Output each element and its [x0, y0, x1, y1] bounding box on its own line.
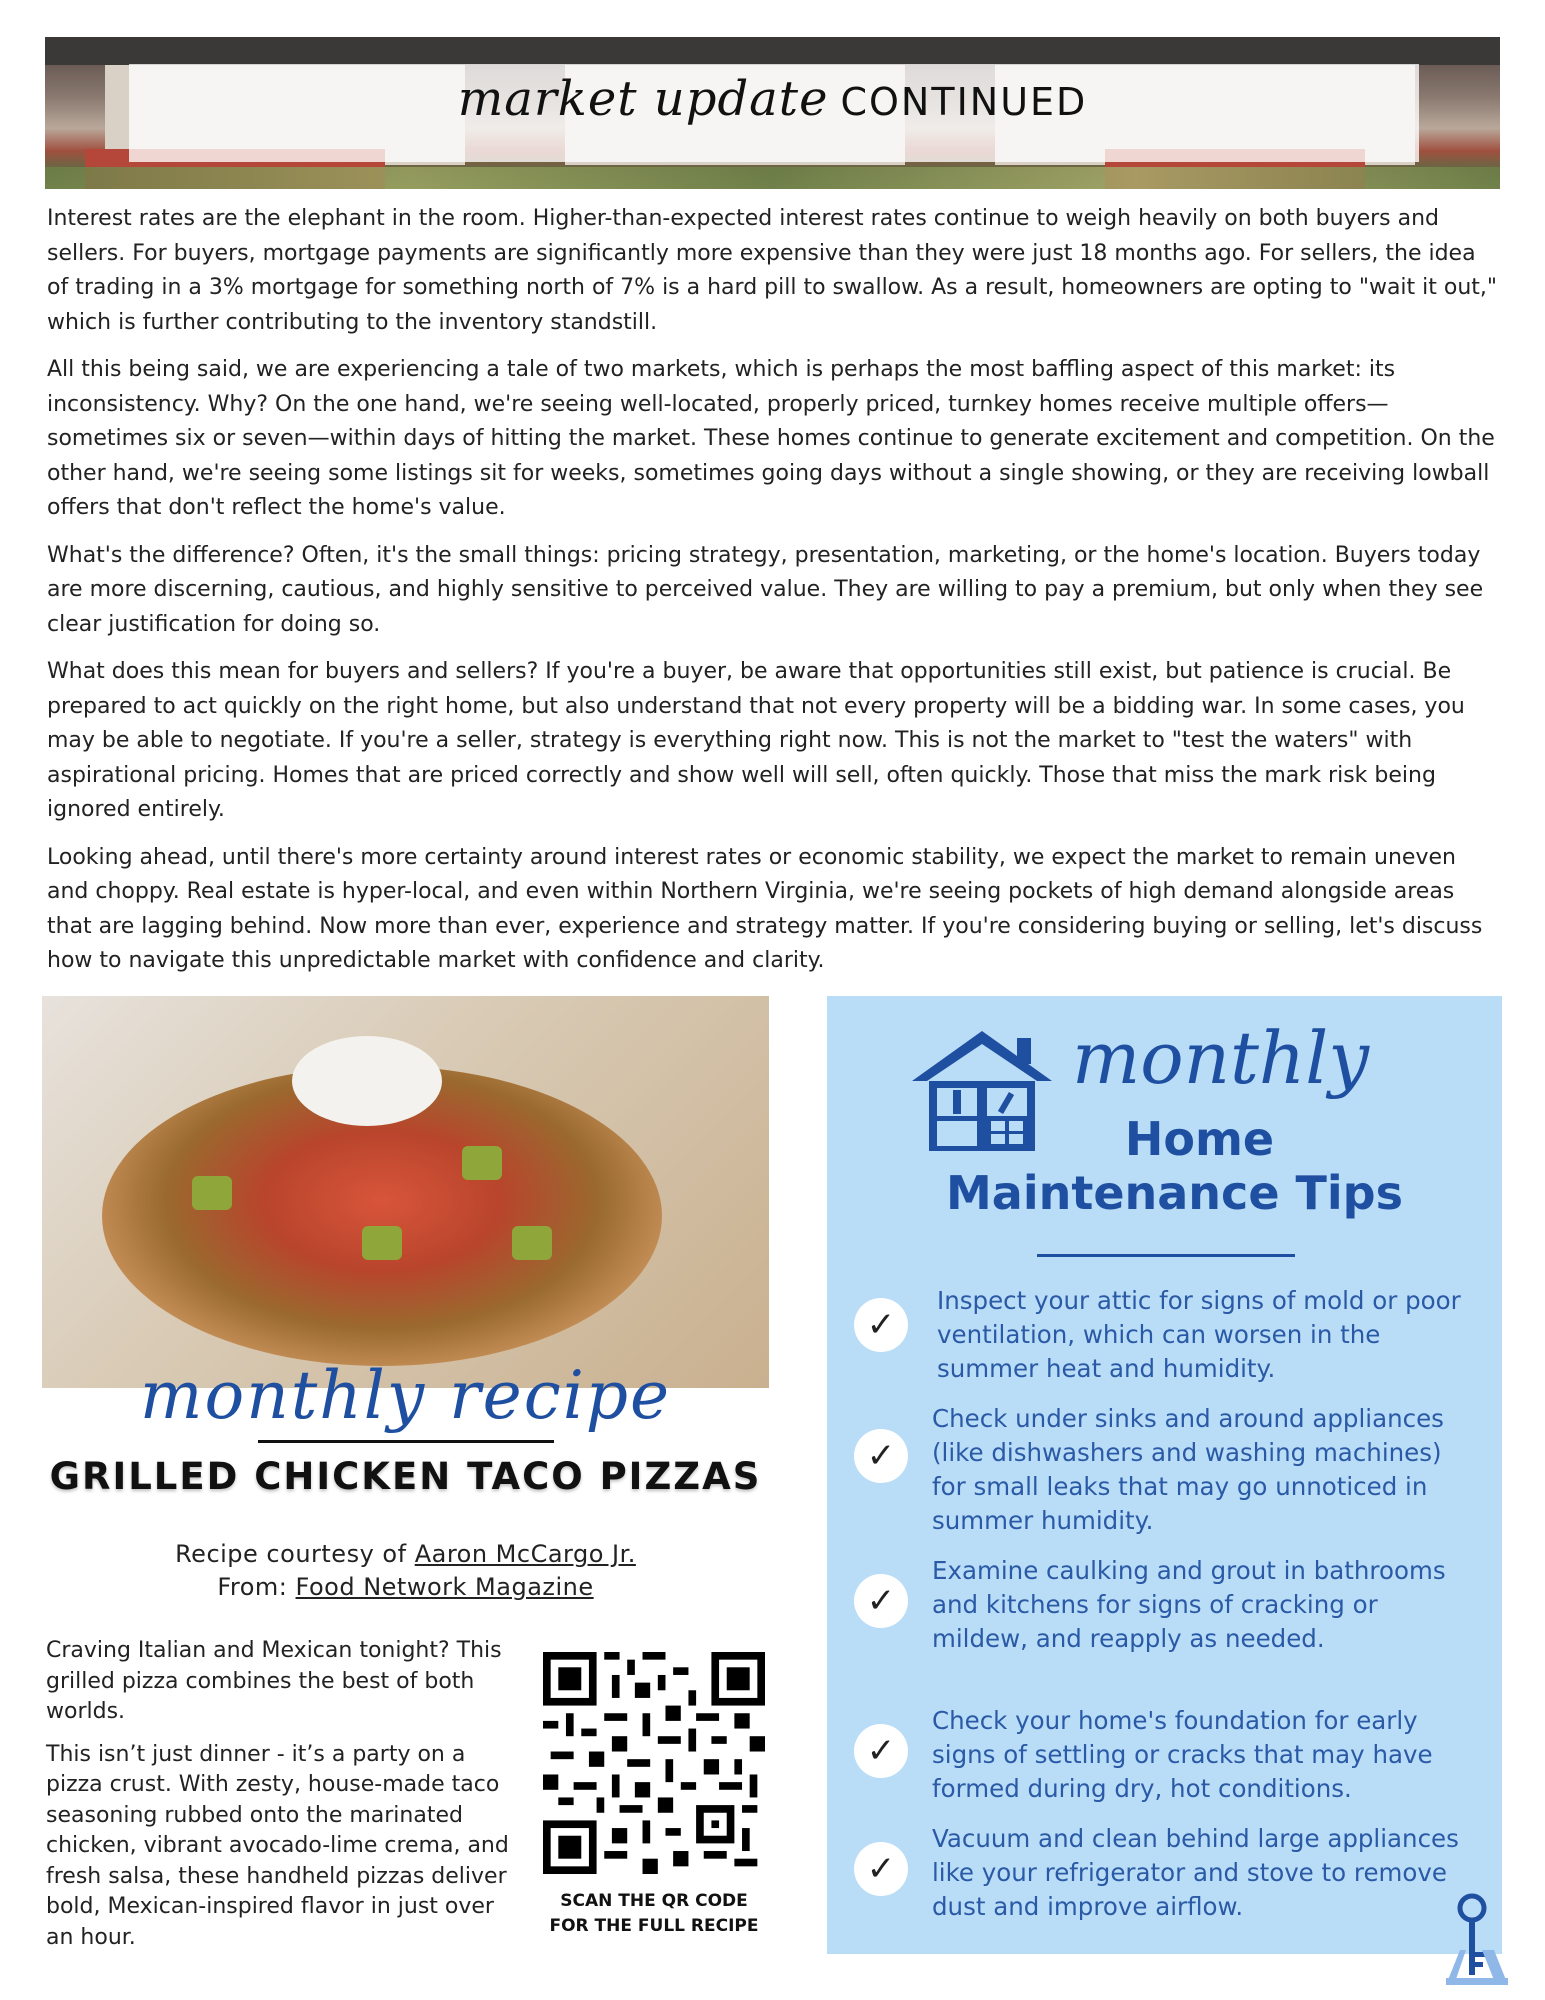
qr-label-line: SCAN THE QR CODE	[560, 1891, 748, 1911]
credit-author-link[interactable]: Aaron McCargo Jr.	[414, 1540, 636, 1568]
credit-prefix: Recipe courtesy of	[175, 1540, 407, 1568]
check-icon: ✓	[854, 1724, 908, 1778]
article-paragraph: What does this mean for buyers and sellers? If you're a buyer, be aware that opportunities still exist, but patience is crucial. Be prepared to act quickly on the right home, but also understand that not every property will be a bidding war. In some cases, you may be able to negotiate. If you're a seller, strategy is everything right now. This is not the market to "test the waters" with aspirational pricing. Homes that are priced correctly and show well will sell, often quickly. Those that miss the mark risk being ignored entirely.	[47, 659, 1465, 822]
recipe-description	[46, 1636, 524, 1965]
article-body	[47, 202, 1502, 992]
tip-text: Check your home's foundation for early signs of settling or cracks that may have formed during dry, hot conditions.	[932, 1706, 1433, 1803]
page-title	[45, 71, 1500, 127]
recipe-heading	[42, 1357, 769, 1498]
qr-code-graphic	[543, 1652, 765, 1874]
pizza-topping	[512, 1226, 552, 1260]
check-icon: ✓	[854, 1298, 908, 1352]
tip-text: Vacuum and clean behind large appliances like your refrigerator and stove to remove dust and improve airflow.	[932, 1824, 1459, 1921]
pizza-topping-cream	[292, 1036, 442, 1126]
tip-text: Examine caulking and grout in bathrooms and kitchens for signs of cracking or mildew, and reapply as needed.	[932, 1556, 1446, 1653]
recipe-paragraph: Craving Italian and Mexican tonight? This grilled pizza combines the best of both worlds.	[46, 1638, 502, 1724]
header-banner	[45, 37, 1500, 189]
page-title-script: market update	[457, 71, 829, 127]
pizza-topping	[362, 1226, 402, 1260]
from-prefix: From:	[217, 1573, 288, 1601]
maintenance-divider	[1037, 1254, 1295, 1257]
qr-label	[543, 1889, 765, 1939]
qr-code[interactable]	[543, 1652, 765, 1874]
check-icon: ✓	[854, 1842, 908, 1896]
recipe-script-heading: monthly recipe	[139, 1357, 672, 1434]
pizza-topping	[192, 1176, 232, 1210]
banner-grass	[45, 167, 1500, 189]
banner-roofline	[45, 37, 1500, 65]
tip-text: Check under sinks and around appliances (like dishwashers and washing machines) for small leaks that may go unnoticed in summer humidity.	[932, 1404, 1444, 1535]
article-paragraph: What's the difference? Often, it's the small things: pricing strategy, presentation, marketing, or the home's location. Buyers today are more discerning, cautious, and highly sensitive to perceived value. They are willing to pay a premium, but only when they see clear justification for doing so.	[47, 542, 1484, 637]
check-icon: ✓	[854, 1429, 908, 1483]
recipe-title: GRILLED CHICKEN TACO PIZZAS	[49, 1455, 762, 1498]
recipe-photo	[42, 996, 769, 1388]
page-title-suffix: CONTINUED	[840, 80, 1088, 124]
maintenance-panel	[827, 996, 1502, 1954]
article-paragraph: All this being said, we are experiencing a tale of two markets, which is perhaps the most baffling aspect of this market: its inconsistency. Why? On the one hand, we're seeing well-located, properly priced, turnkey homes receive multiple offers—sometimes six or seven—within days of hitting the market. These homes continue to generate excitement and competition. On the other hand, we're seeing some listings sit for weeks, sometimes going days without a single showing, or they are receiving lowball offers that don't reflect the home's value.	[47, 357, 1495, 520]
check-icon: ✓	[854, 1574, 908, 1628]
source-magazine-link[interactable]: Food Network Magazine	[295, 1573, 594, 1601]
maintenance-script-heading: monthly	[1072, 1016, 1369, 1100]
recipe-credit	[42, 1538, 769, 1604]
key-logo-icon	[1438, 1890, 1518, 1994]
recipe-divider	[258, 1440, 554, 1443]
maintenance-heading-tips: Maintenance Tips	[946, 1166, 1403, 1220]
qr-label-line: FOR THE FULL RECIPE	[549, 1916, 759, 1936]
article-paragraph: Interest rates are the elephant in the room. Higher-than-expected interest rates continue to weigh heavily on both buyers and sellers. For buyers, mortgage payments are significantly more expensive than they were just 18 months ago. For sellers, the idea of trading in a 3% mortgage for something north of 7% is a hard pill to swallow. As a result, homeowners are opting to "wait it out," which is further contributing to the inventory standstill.	[47, 206, 1498, 335]
article-paragraph: Looking ahead, until there's more certainty around interest rates or economic stability, we expect the market to remain uneven and choppy. Real estate is hyper-local, and even within Northern Virginia, we're seeing pockets of high demand alongside areas that are lagging behind. Now more than ever, experience and strategy matter. If you're considering buying or selling, let's discuss how to navigate this unpredictable market with confidence and clarity.	[47, 844, 1483, 973]
pizza-topping	[462, 1146, 502, 1180]
tip-text: Inspect your attic for signs of mold or poor ventilation, which can worsen in the summer heat and humidity.	[937, 1286, 1461, 1383]
recipe-paragraph: This isn’t just dinner - it’s a party on a pizza crust. With zesty, house-made taco seasoning rubbed onto the marinated chicken, vibrant avocado-lime crema, and fresh salsa, these handheld pizzas deliver bold, Mexican-inspired flavor in just over an hour.	[46, 1741, 509, 1950]
maintenance-heading-home: Home	[1124, 1112, 1275, 1166]
